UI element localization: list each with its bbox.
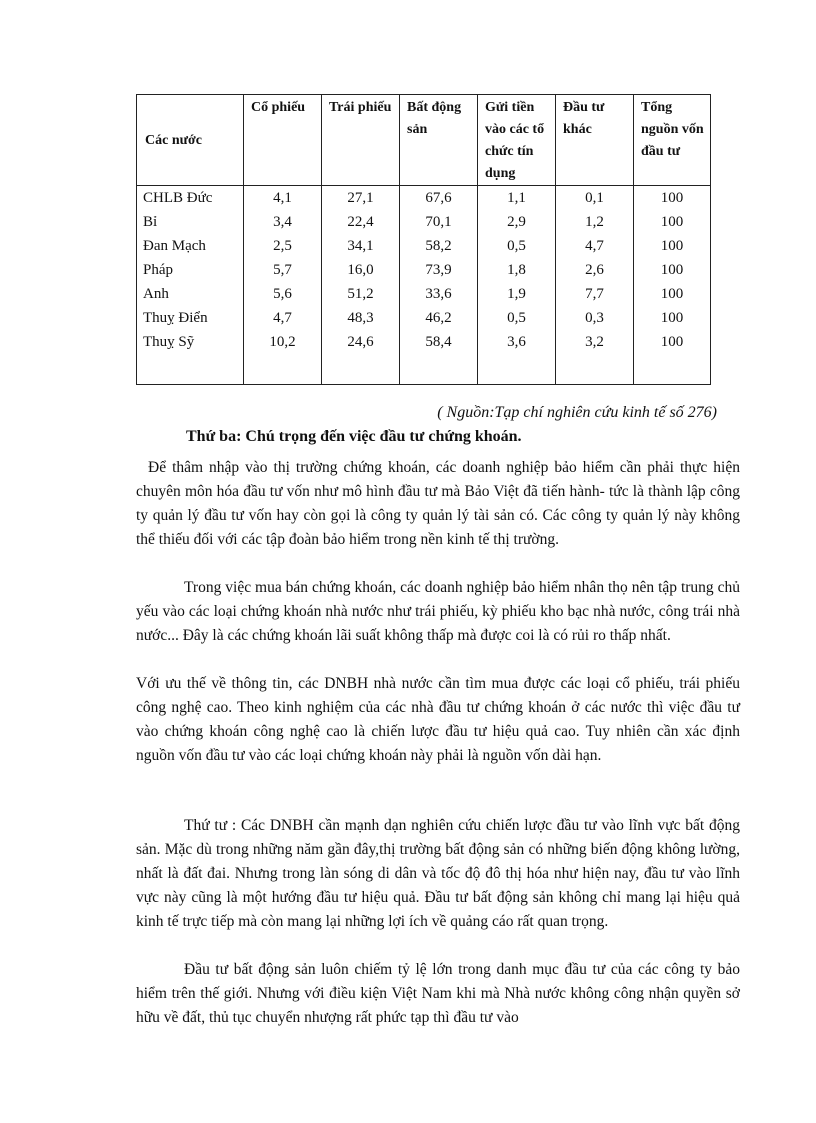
cell-real-estate: 73,9: [400, 258, 478, 282]
cell-bonds: 27,1: [322, 186, 400, 211]
cell-stocks: 2,5: [244, 234, 322, 258]
cell-total: 100: [634, 282, 711, 306]
cell-bonds: 16,0: [322, 258, 400, 282]
cell-deposits: 1,9: [478, 282, 556, 306]
header-bonds: Trái phiếu: [322, 95, 400, 186]
table-row: [137, 330, 711, 354]
cell-real-estate: 58,2: [400, 234, 478, 258]
table-row: [137, 210, 711, 234]
table-row: [137, 234, 711, 258]
empty-cell: [322, 354, 400, 385]
cell-country: Bỉ: [137, 210, 244, 234]
cell-bonds: 51,2: [322, 282, 400, 306]
cell-other-investment: 7,7: [556, 282, 634, 306]
cell-deposits: 3,6: [478, 330, 556, 354]
cell-country: Pháp: [137, 258, 244, 282]
table-row: [137, 258, 711, 282]
cell-country: Thuỵ Điển: [137, 306, 244, 330]
cell-real-estate: 46,2: [400, 306, 478, 330]
table-row: [137, 306, 711, 330]
cell-total: 100: [634, 210, 711, 234]
header-real-estate: Bất động sản: [400, 95, 478, 186]
cell-country: Thuỵ Sỹ: [137, 330, 244, 354]
cell-total: 100: [634, 330, 711, 354]
cell-deposits: 2,9: [478, 210, 556, 234]
table-body: [137, 186, 711, 385]
cell-bonds: 48,3: [322, 306, 400, 330]
table-spacer-row: [137, 354, 711, 385]
paragraph-1: Để thâm nhập vào thị trường chứng khoán, các doanh nghiệp bảo hiểm cần phải thực hiện chuyên môn hóa đầu tư vốn như mô hình đầu tư mà Bảo Việt đã tiến hành- tức là thành lập công ty quản lý đầu tư vốn hay còn gọi là công ty quản lý tài sản có. Các công ty quản lý này không thể thiếu đối với các tập đoàn bảo hiểm trong nền kinh tế thị trường.: [136, 459, 740, 548]
header-deposits: Gửi tiền vào các tổ chức tín dụng: [478, 95, 556, 186]
cell-deposits: 1,1: [478, 186, 556, 211]
investment-structure-table: [136, 94, 711, 385]
cell-total: 100: [634, 186, 711, 211]
table-row: [137, 282, 711, 306]
cell-stocks: 4,1: [244, 186, 322, 211]
cell-real-estate: 67,6: [400, 186, 478, 211]
cell-stocks: 4,7: [244, 306, 322, 330]
cell-other-investment: 3,2: [556, 330, 634, 354]
cell-other-investment: 4,7: [556, 234, 634, 258]
cell-total: 100: [634, 234, 711, 258]
cell-other-investment: 0,1: [556, 186, 634, 211]
paragraph-3: Với ưu thế về thông tin, các DNBH nhà nước cần tìm mua được các loại cổ phiếu, trái phiếu công nghệ cao. Theo kinh nghiệm của các nhà đầu tư chứng khoán ở các nước thì việc đầu tư vào chứng khoán công nghệ cao là chiến lược đầu tư hiệu quả cao. Tuy nhiên cần xác định nguồn vốn đầu tư vào các loại chứng khoán này phải là nguồn vốn dài hạn.: [136, 675, 740, 764]
cell-other-investment: 0,3: [556, 306, 634, 330]
cell-country: Đan Mạch: [137, 234, 244, 258]
table-source-note: ( Nguồn:Tạp chí nghiên cứu kinh tế số 276): [437, 404, 717, 421]
paragraph-5: Đầu tư bất động sản luôn chiếm tỷ lệ lớn trong danh mục đầu tư của các công ty bảo hiểm trên thế giới. Nhưng với điều kiện Việt Nam khi mà Nhà nước không công nhận quyền sở hữu về đất, thủ tục chuyển nhượng rất phức tạp thì đầu tư vào: [136, 961, 740, 1026]
cell-total: 100: [634, 258, 711, 282]
paragraph-2: Trong việc mua bán chứng khoán, các doanh nghiệp bảo hiểm nhân thọ nên tập trung chủ yếu vào các loại chứng khoán nhà nước như trái phiếu, kỳ phiếu kho bạc nhà nước, công trái nhà nước... Đây là các chứng khoán lãi suất không thấp mà được coi là có rủi ro thấp nhất.: [136, 579, 740, 644]
cell-stocks: 10,2: [244, 330, 322, 354]
empty-cell: [634, 354, 711, 385]
table-header-row: [137, 95, 711, 186]
cell-stocks: 3,4: [244, 210, 322, 234]
cell-total: 100: [634, 306, 711, 330]
section-heading: Thứ ba: Chú trọng đến việc đầu tư chứng khoán.: [186, 428, 522, 445]
cell-deposits: 0,5: [478, 306, 556, 330]
header-total-capital: Tổng nguồn vốn đầu tư: [634, 95, 711, 186]
empty-cell: [556, 354, 634, 385]
cell-other-investment: 1,2: [556, 210, 634, 234]
cell-real-estate: 58,4: [400, 330, 478, 354]
cell-deposits: 1,8: [478, 258, 556, 282]
cell-stocks: 5,6: [244, 282, 322, 306]
cell-other-investment: 2,6: [556, 258, 634, 282]
cell-bonds: 34,1: [322, 234, 400, 258]
cell-bonds: 22,4: [322, 210, 400, 234]
cell-deposits: 0,5: [478, 234, 556, 258]
empty-cell: [137, 354, 244, 385]
header-other-investment: Đầu tư khác: [556, 95, 634, 186]
empty-cell: [400, 354, 478, 385]
cell-real-estate: 33,6: [400, 282, 478, 306]
cell-country: Anh: [137, 282, 244, 306]
cell-bonds: 24,6: [322, 330, 400, 354]
header-countries: Các nước: [137, 95, 244, 186]
empty-cell: [478, 354, 556, 385]
cell-real-estate: 70,1: [400, 210, 478, 234]
cell-stocks: 5,7: [244, 258, 322, 282]
table-row: [137, 186, 711, 211]
header-stocks: Cổ phiếu: [244, 95, 322, 186]
empty-cell: [244, 354, 322, 385]
cell-country: CHLB Đức: [137, 186, 244, 211]
paragraph-4: Thứ tư : Các DNBH cần mạnh dạn nghiên cứu chiến lược đầu tư vào lĩnh vực bất động sản. Mặc dù trong những năm gần đây,thị trường bất động sản có những biến động không lường, nhất là đất đai. Nhưng trong làn sóng di dân và tốc độ đô thị hóa như hiện nay, đầu tư vào lĩnh vực này cũng là một hướng đầu tư hiệu quả. Đầu tư bất động sản không chỉ mang lại hiệu quả kinh tế trực tiếp mà còn mang lại những lợi ích về quảng cáo rất quan trọng.: [136, 817, 740, 930]
